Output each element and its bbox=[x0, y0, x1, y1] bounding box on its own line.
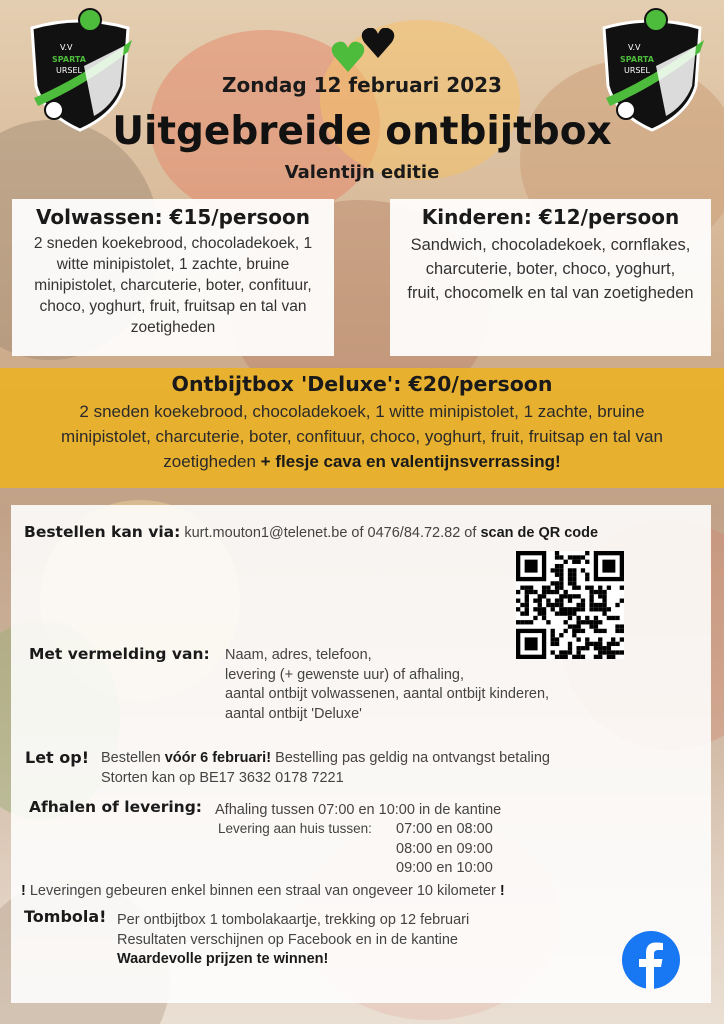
delivery-note bbox=[21, 882, 505, 902]
kids-line: fruit, chocomelk en tal van zoetigheden bbox=[407, 284, 694, 302]
delivery-slot: 07:00 en 08:00 bbox=[396, 821, 493, 837]
attention-line: Storten kan op BE17 3632 0178 7221 bbox=[101, 769, 344, 786]
attention-text bbox=[101, 749, 550, 788]
qr-code-icon[interactable] bbox=[516, 551, 624, 659]
attention-label: Let op! bbox=[25, 748, 90, 767]
tombola-label: Tombola! bbox=[24, 907, 107, 926]
note-mark: ! bbox=[21, 883, 26, 899]
adult-box bbox=[12, 199, 334, 356]
order-label: Bestellen kan via: bbox=[24, 523, 181, 541]
facebook-icon[interactable] bbox=[622, 931, 680, 989]
adult-line: zoetigheden bbox=[130, 319, 216, 336]
delivery-slot: 08:00 en 09:00 bbox=[396, 840, 493, 857]
kids-heading: Kinderen: €12/persoon bbox=[421, 205, 680, 229]
mention-label: Met vermelding van: bbox=[29, 645, 210, 663]
note-text: Leveringen gebeuren enkel binnen een straal van ongeveer 10 kilometer bbox=[25, 883, 500, 899]
logo-text-3: URSEL bbox=[624, 66, 651, 75]
deluxe-description bbox=[0, 399, 724, 474]
logo-text-3: URSEL bbox=[56, 66, 83, 75]
deluxe-band bbox=[0, 368, 724, 488]
adult-line: choco, yoghurt, fruit, fruitsap en tal van bbox=[39, 298, 307, 315]
adult-heading: Volwassen: €15/persoon bbox=[36, 205, 310, 229]
logo-text-1: V.V bbox=[628, 43, 641, 52]
mention-line: levering (+ gewenste uur) of afhaling, bbox=[225, 666, 464, 683]
logo-text-2: SPARTA bbox=[620, 55, 654, 64]
order-contact: kurt.mouton1@telenet.be of 0476/84.72.82 of bbox=[180, 525, 481, 541]
deluxe-extra: + flesje cava en valentijnsverrassing! bbox=[260, 452, 561, 471]
mention-text bbox=[225, 646, 549, 724]
tombola-prize: Waardevolle prijzen te winnen! bbox=[117, 951, 329, 967]
event-date: Zondag 12 februari 2023 bbox=[222, 73, 502, 97]
tombola-line: Resultaten verschijnen op Facebook en in de kantine bbox=[117, 931, 458, 948]
deluxe-line: 2 sneden koekebrood, chocoladekoek, 1 witte minipistolet, 1 zachte, bruine bbox=[79, 402, 645, 421]
delivery-label: Afhalen of levering: bbox=[29, 798, 203, 816]
kids-line: charcuterie, boter, choco, yoghurt, bbox=[425, 260, 676, 278]
tombola-text bbox=[117, 911, 469, 970]
attention-deadline: vóór 6 februari! bbox=[164, 750, 272, 766]
adult-line: 2 sneden koekebrood, chocoladekoek, 1 bbox=[33, 235, 313, 252]
attention-line bbox=[101, 749, 550, 769]
attention-pre: Bestellen bbox=[101, 750, 165, 766]
delivery-pickup: Afhaling tussen 07:00 en 10:00 in de kantine bbox=[215, 802, 502, 818]
logo-text-2: SPARTA bbox=[52, 55, 86, 64]
tombola-line: Per ontbijtbox 1 tombolakaartje, trekking op 12 februari bbox=[117, 912, 470, 928]
mention-line: aantal ontbijt 'Deluxe' bbox=[225, 705, 362, 722]
adult-line: minipistolet, charcuterie, boter, confituur, bbox=[34, 277, 312, 294]
deluxe-line: minipistolet, charcuterie, boter, confituur, choco, yoghurt, fruit, fruitsap en tal van bbox=[61, 427, 663, 446]
deluxe-line-text: zoetigheden bbox=[163, 452, 261, 471]
page-title: Uitgebreide ontbijtbox bbox=[112, 109, 612, 154]
note-mark-end: ! bbox=[499, 883, 505, 899]
kids-description bbox=[396, 233, 705, 305]
adult-line: witte minipistolet, 1 zachte, bruine bbox=[56, 256, 290, 273]
mention-line: Naam, adres, telefoon, bbox=[225, 647, 372, 663]
mention-line: aantal ontbijt volwassenen, aantal ontbijt kinderen, bbox=[225, 686, 550, 702]
attention-post: Bestelling pas geldig na ontvangst betaling bbox=[271, 750, 550, 766]
delivery-slot: 09:00 en 10:00 bbox=[396, 860, 493, 876]
adult-description bbox=[18, 233, 328, 338]
delivery-slots bbox=[396, 820, 493, 879]
kids-line: Sandwich, chocoladekoek, cornflakes, bbox=[410, 236, 691, 254]
order-qr-hint: scan de QR code bbox=[480, 525, 599, 541]
heart-icon bbox=[330, 28, 400, 76]
kids-box bbox=[390, 199, 711, 356]
page-subtitle: Valentijn editie bbox=[284, 162, 440, 183]
deluxe-heading: Ontbijtbox 'Deluxe': €20/persoon bbox=[171, 372, 553, 396]
delivery-home-label: Levering aan huis tussen: bbox=[218, 821, 372, 836]
logo-text-1: V.V bbox=[60, 43, 73, 52]
order-line bbox=[24, 523, 598, 541]
deluxe-line bbox=[0, 449, 724, 474]
info-panel bbox=[11, 505, 711, 1003]
